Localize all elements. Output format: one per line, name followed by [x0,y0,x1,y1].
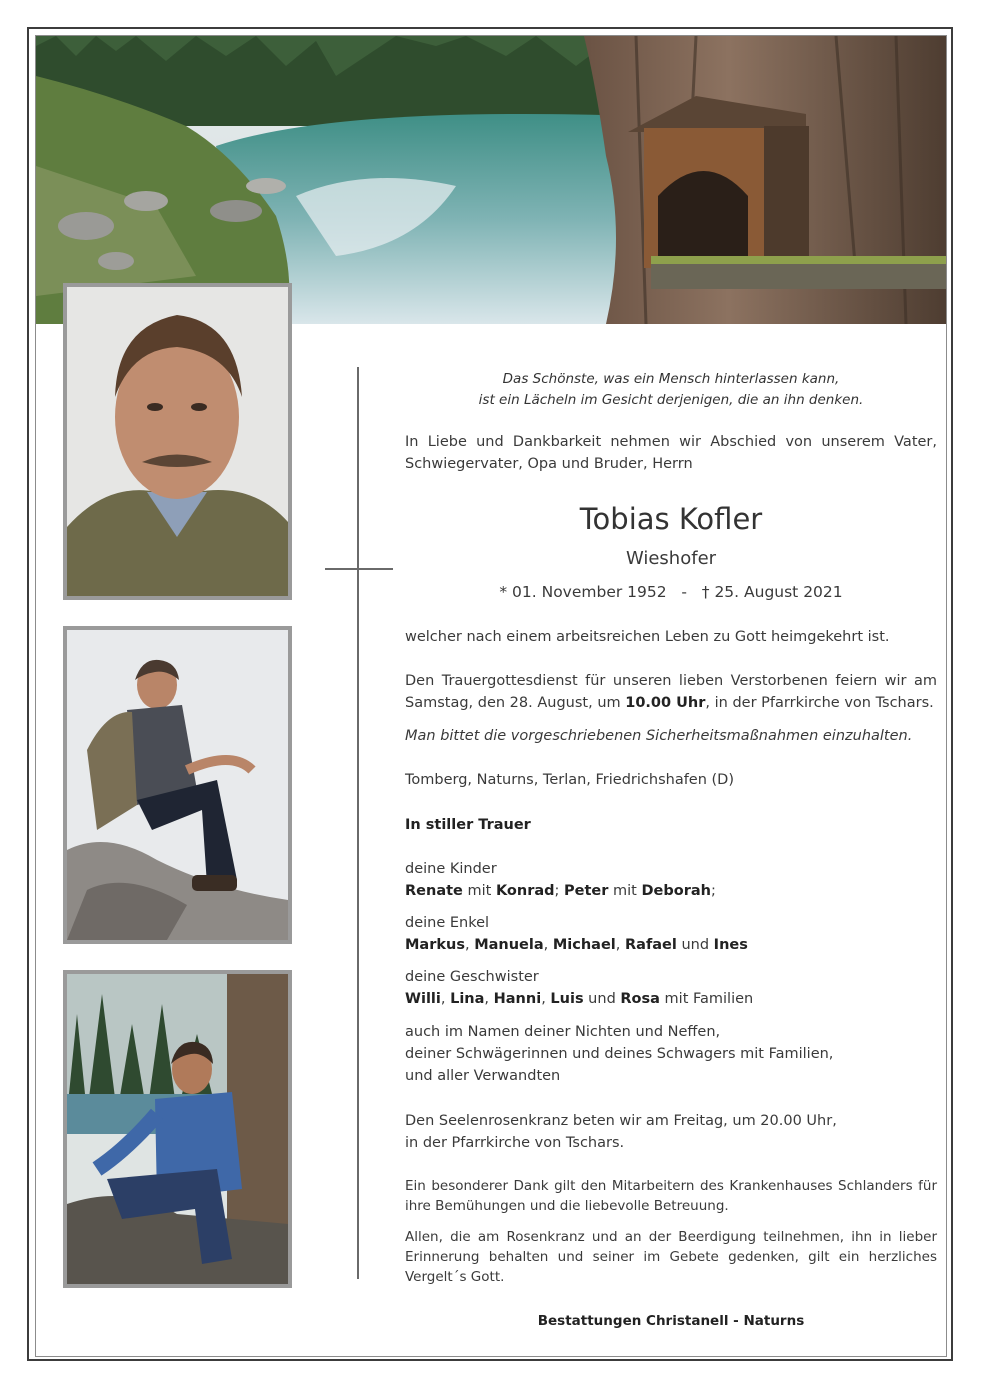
siblings-block: deine Geschwister Willi, Lina, Hanni, Luis und Rosa mit Familien [405,969,754,1007]
cross-vertical-bar [357,367,359,1279]
death-date: † 25. August 2021 [701,583,843,601]
children-block: deine Kinder Renate mit Konrad; Peter mit Deborah; [405,861,716,899]
grandchildren-label: deine Enkel [405,915,490,931]
portrait-photo [63,283,292,600]
house-name: Wieshofer [625,548,717,569]
cross-horizontal-bar [325,568,393,570]
rosary-text: Den Seelenrosenkranz beten wir am Freitag, um 20.00 Uhr, in der Pfarrkirche von Tschars. [405,1113,837,1151]
service-time: 10.00 Uhr [625,695,706,711]
hospital-thanks: Ein besonderer Dank gilt den Mitarbeitern des Krankenhauses Schlanders für ihre Bemühungen und die liebevolle Betreuung. [405,1178,937,1214]
undertaker: Bestattungen Christanell - Naturns [537,1313,805,1329]
life-dates [405,581,937,603]
deceased-name: Tobias Kofler [579,502,763,536]
places-list: Tomberg, Naturns, Terlan, Friedrichshafen (D) [405,772,735,788]
birth-date: * 01. November 1952 [499,583,667,601]
homecoming-text: welcher nach einem arbeitsreichen Leben zu Gott heimgekehrt ist. [405,629,890,645]
relatives-block: auch im Namen deiner Nichten und Neffen, deiner Schwägerinnen und deines Schwagers mit Familien, und aller Verwandten [405,1024,834,1084]
motto: Das Schönste, was ein Mensch hinterlassen kann, ist ein Lächeln im Gesicht derjenigen, die an ihn denken. [478,371,864,408]
general-thanks: Allen, die am Rosenkranz und an der Beerdigung teilnehmen, ihn in lieber Erinnerung behalten und seiner im Gebete gedenken, gilt ein herzliches Vergelt´s Gott. [405,1229,937,1285]
intro-text: In Liebe und Dankbarkeit nehmen wir Abschied von unserem Vater, Schwiegervater, Opa und Bruder, Herrn [405,434,937,472]
banner-image-mountain-lake [36,36,946,324]
children-label: deine Kinder [405,861,497,877]
mourning-heading: In stiller Trauer [405,817,531,833]
safety-notice: Man bittet die vorgeschriebenen Sicherheitsmaßnahmen einzuhalten. [405,728,913,744]
siblings-label: deine Geschwister [405,969,539,985]
sitting-on-rock-photo [63,626,292,944]
grandchildren-block: deine Enkel Markus, Manuela, Michael, Rafael und Ines [405,915,748,953]
date-separator: - [681,583,687,601]
service-text: Den Trauergottesdienst für unseren lieben Verstorbenen feiern wir am Samstag, den 28. August, um 10.00 Uhr, in der Pfarrkirche von Tschars. [405,673,937,711]
sitting-by-lake-photo [63,970,292,1288]
